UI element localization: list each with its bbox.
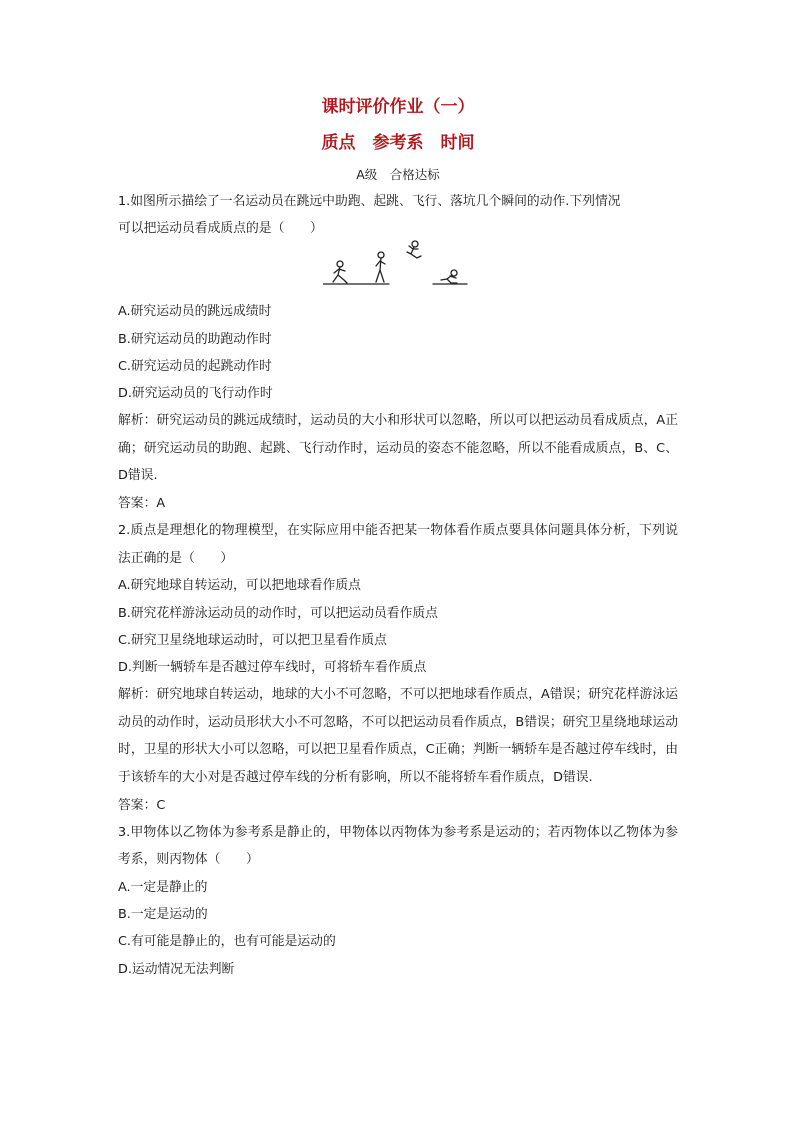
q3-option-b: B.一定是运动的 xyxy=(118,907,208,923)
q1-analysis: 解析：研究运动员的跳远成绩时，运动员的大小和形状可以忽略，所以可以把运动员看成质点，A正确；研究运动员的助跑、起跳、飞行动作时，运动员的姿态不能忽略，所以不能看成质点，B、C、D错误. xyxy=(118,413,678,484)
question-1 xyxy=(118,188,678,517)
q1-option-d: D.研究运动员的飞行动作时 xyxy=(118,386,273,402)
page-subtitle: 质点 参考系 时间 xyxy=(321,133,475,153)
q2-option-c: C.研究卫星绕地球运动时，可以把卫星看作质点 xyxy=(118,632,387,648)
q2-option-a: A.研究地球自转运动，可以把地球看作质点 xyxy=(118,578,361,594)
q3-option-d: D.运动情况无法判断 xyxy=(118,961,235,977)
q1-stem-line: 可以把运动员看成质点的是（ ） xyxy=(118,221,323,237)
long-jump-illustration xyxy=(323,240,473,292)
level-heading: A级 合格达标 xyxy=(356,167,440,182)
page-title: 课时评价作业（一） xyxy=(321,97,475,117)
q3-option-c: C.有可能是静止的，也有可能是运动的 xyxy=(118,934,336,950)
document-page xyxy=(118,96,678,983)
q3-stem: 3.甲物体以乙物体为参考系是静止的，甲物体以丙物体为参考系是运动的；若丙物体以乙物体为参考系，则丙物体（ ） xyxy=(118,824,678,868)
q2-option-d: D.判断一辆轿车是否越过停车线时，可将轿车看作质点 xyxy=(118,660,427,675)
q3-option-a: A.一定是静止的 xyxy=(118,879,208,895)
q1-option-a: A.研究运动员的跳远成绩时 xyxy=(118,304,272,320)
q1-stem-line: 1.如图所示描绘了一名运动员在跳远中助跑、起跳、飞行、落坑几个瞬间的动作.下列情况 xyxy=(118,194,621,209)
long-jump-figure xyxy=(118,242,678,298)
q2-option-b: B.研究花样游泳运动员的动作时，可以把运动员看作质点 xyxy=(118,605,438,621)
q2-answer: 答案：C xyxy=(118,797,166,813)
q2-stem: 2.质点是理想化的物理模型，在实际应用中能否把某一物体看作质点要具体问题具体分析，下列说法正确的是（ ） xyxy=(118,523,678,566)
question-2 xyxy=(118,517,678,819)
q1-option-b: B.研究运动员的助跑动作时 xyxy=(118,331,272,347)
q2-analysis: 解析：研究地球自转运动，地球的大小不可忽略，不可以把地球看作质点，A错误；研究花样游泳运动员的动作时，运动员形状大小不可忽略，不可以把运动员看作质点，B错误；研究卫星绕地球运动时，卫星的形状大小可以忽略，可以把卫星看作质点，C正确；判断一辆轿车是否越过停车线时，由于该轿车的大小对是否越过停车线的分析有影响，所以不能将轿车看作质点，D错误. xyxy=(118,687,678,785)
q1-option-c: C.研究运动员的起跳动作时 xyxy=(118,358,272,374)
q1-answer: 答案：A xyxy=(118,496,166,511)
question-3 xyxy=(118,819,678,983)
